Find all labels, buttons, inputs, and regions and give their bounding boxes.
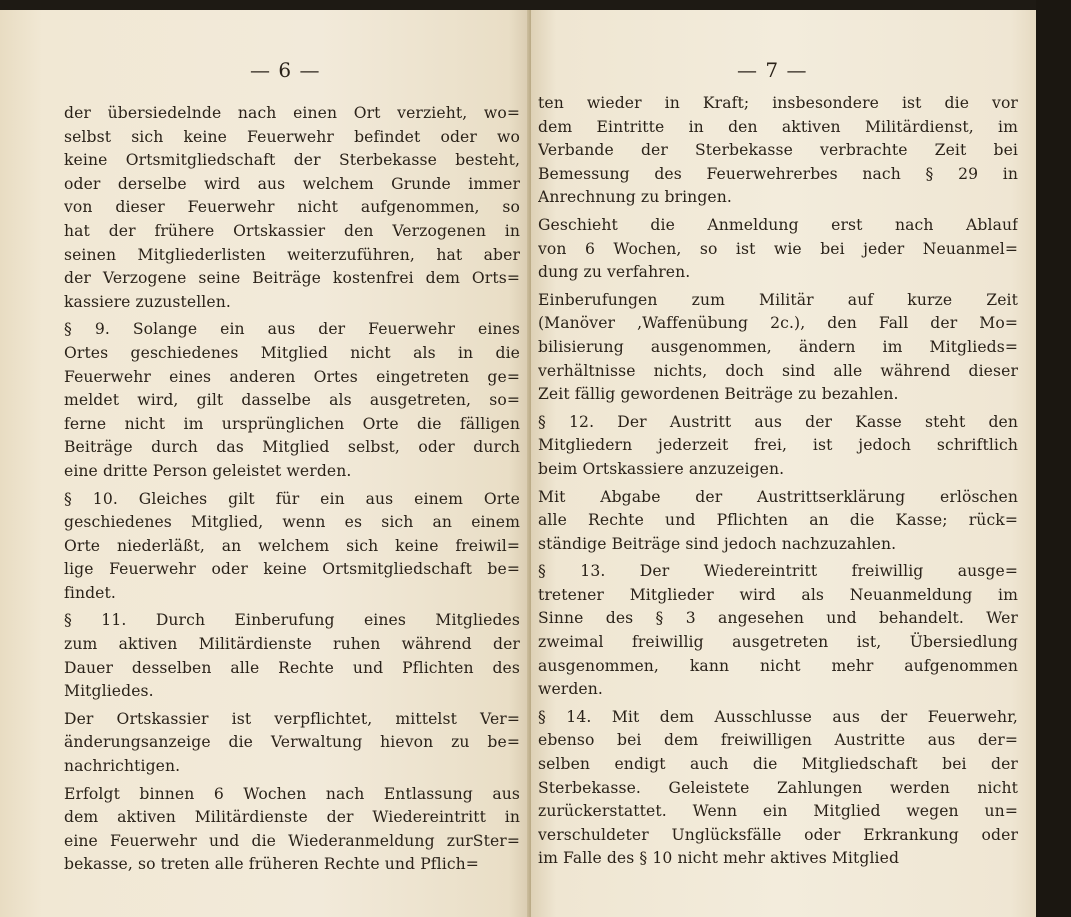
paragraph: [538, 706, 1018, 871]
text-line: beim Ortskassiere anzuzeigen.: [538, 459, 785, 478]
text-line: dem Eintritte in den aktiven Militärdienst, im: [538, 117, 1018, 136]
text-line: Geschieht die Anmeldung erst nach Ablauf: [538, 215, 1018, 234]
paragraph: [538, 289, 1018, 407]
text-line: Bemessung des Feuerwehrerbes nach § 29 in: [538, 164, 1018, 183]
text-line: § 10. Gleiches gilt für ein aus einem Orte: [64, 489, 520, 508]
text-line: § 11. Durch Einberufung eines Mitgliedes: [64, 611, 520, 630]
text-line: Mitgliedes.: [64, 682, 154, 701]
paragraph: [64, 488, 520, 606]
text-line: Erfolgt binnen 6 Wochen nach Entlassung aus: [64, 784, 520, 803]
left-page-text: [64, 102, 520, 881]
text-line: zum aktiven Militärdienste ruhen während der: [64, 635, 520, 654]
text-line: von 6 Wochen, so ist wie bei jeder Neuanmel=: [538, 239, 1018, 258]
text-line: Beiträge durch das Mitglied selbst, oder durch: [64, 438, 520, 457]
text-line: hat der frühere Ortskassier den Verzogenen in: [64, 221, 520, 240]
text-line: Mit Abgabe der Austrittserklärung erlöschen: [538, 487, 1018, 506]
scan-background: [1036, 0, 1071, 917]
text-line: ferne nicht im ursprünglichen Orte die fälligen: [64, 414, 520, 433]
text-line: nachrichtigen.: [64, 757, 181, 776]
paragraph: [538, 560, 1018, 702]
text-line: § 12. Der Austritt aus der Kasse steht den: [538, 412, 1018, 431]
text-line: eine Feuerwehr und die Wiederanmeldung zurSter=: [64, 831, 520, 850]
text-line: dem aktiven Militärdienste der Wiedereintritt in: [64, 808, 520, 827]
paragraph: [538, 214, 1018, 285]
text-line: Feuerwehr eines anderen Ortes eingetreten ge=: [64, 367, 520, 386]
text-line: ständige Beiträge sind jedoch nachzuzahlen.: [538, 534, 897, 553]
text-line: verschuldeter Unglücksfälle oder Erkrankung oder: [538, 825, 1018, 844]
text-line: § 13. Der Wiedereintritt freiwillig ausge=: [538, 562, 1018, 581]
text-line: Anrechnung zu bringen.: [538, 188, 732, 207]
text-line: Verbande der Sterbekasse verbrachte Zeit bei: [538, 141, 1018, 160]
text-line: von dieser Feuerwehr nicht aufgenommen, so: [64, 198, 520, 217]
text-line: Der Ortskassier ist verpflichtet, mittelst Ver=: [64, 709, 520, 728]
text-line: Sinne des § 3 angesehen und behandelt. Wer: [538, 609, 1018, 628]
text-line: oder derselbe wird aus welchem Grunde immer: [64, 174, 520, 193]
paragraph: [64, 783, 520, 877]
paragraph: [538, 92, 1018, 210]
text-line: tretener Mitglieder wird als Neuanmeldung im: [538, 585, 1018, 604]
text-line: lige Feuerwehr oder keine Ortsmitgliedschaft be=: [64, 560, 520, 579]
text-line: bilisierung ausgenommen, ändern im Mitglieds=: [538, 337, 1018, 356]
text-line: seinen Mitgliederlisten weiterzuführen, hat aber: [64, 245, 520, 264]
text-line: (Manöver ,Waffenübung 2c.), den Fall der Mo=: [538, 314, 1018, 333]
paragraph: [64, 318, 520, 483]
text-line: im Falle des § 10 nicht mehr aktives Mitglied: [538, 849, 900, 868]
right-page: [531, 10, 1036, 917]
text-line: alle Rechte und Pflichten an die Kasse; rück=: [538, 511, 1018, 530]
text-line: meldet wird, gilt dasselbe als ausgetreten, so=: [64, 391, 520, 410]
text-line: dung zu verfahren.: [538, 263, 691, 282]
text-line: eine dritte Person geleistet werden.: [64, 461, 352, 480]
text-line: Mitgliedern jederzeit frei, ist jedoch schriftlich: [538, 436, 1018, 455]
page-number: — 7 —: [737, 58, 808, 82]
text-line: zweimal freiwillig ausgetreten ist, Übersiedlung: [538, 633, 1018, 652]
paragraph: [538, 486, 1018, 557]
text-line: selben endigt auch die Mitgliedschaft bei der: [538, 755, 1018, 774]
text-line: ten wieder in Kraft; insbesondere ist die vor: [538, 94, 1018, 112]
text-line: der Verzogene seine Beiträge kostenfrei dem Orts=: [64, 269, 520, 288]
text-line: kassiere zuzustellen.: [64, 292, 231, 311]
text-line: Ortes geschiedenes Mitglied nicht als in die: [64, 343, 520, 362]
text-line: verhältnisse nichts, doch sind alle während dieser: [538, 361, 1018, 380]
paragraph: [64, 708, 520, 779]
text-line: Dauer desselben alle Rechte und Pflichten des: [64, 658, 520, 677]
text-line: Orte niederläßt, an welchem sich keine freiwil=: [64, 536, 520, 555]
text-line: geschiedenes Mitglied, wenn es sich an einem: [64, 513, 520, 532]
text-line: ausgenommen, kann nicht mehr aufgenommen: [538, 656, 1018, 675]
paragraph: [64, 609, 520, 703]
paragraph: [64, 102, 520, 314]
text-line: findet.: [64, 583, 116, 602]
page-number: — 6 —: [250, 58, 321, 82]
text-line: Sterbekasse. Geleistete Zahlungen werden nicht: [538, 778, 1018, 797]
text-line: der übersiedelnde nach einen Ort verzieht, wo=: [64, 104, 520, 122]
text-line: änderungsanzeige die Verwaltung hievon zu be=: [64, 733, 520, 752]
paragraph: [538, 411, 1018, 482]
left-page: [0, 10, 530, 917]
text-line: Einberufungen zum Militär auf kurze Zeit: [538, 290, 1018, 309]
right-page-text: [538, 92, 1018, 875]
text-line: § 9. Solange ein aus der Feuerwehr eines: [64, 320, 520, 339]
text-line: ebenso bei dem freiwilligen Austritte aus der=: [538, 731, 1018, 750]
text-line: bekasse, so treten alle früheren Rechte und Pflich=: [64, 855, 479, 874]
text-line: § 14. Mit dem Ausschlusse aus der Feuerwehr,: [538, 707, 1018, 726]
text-line: zurückerstattet. Wenn ein Mitglied wegen un=: [538, 802, 1018, 821]
text-line: selbst sich keine Feuerwehr befindet oder wo: [64, 127, 520, 146]
text-line: keine Ortsmitgliedschaft der Sterbekasse besteht,: [64, 151, 520, 170]
text-line: Zeit fällig gewordenen Beiträge zu bezahlen.: [538, 385, 899, 404]
text-line: werden.: [538, 680, 603, 699]
